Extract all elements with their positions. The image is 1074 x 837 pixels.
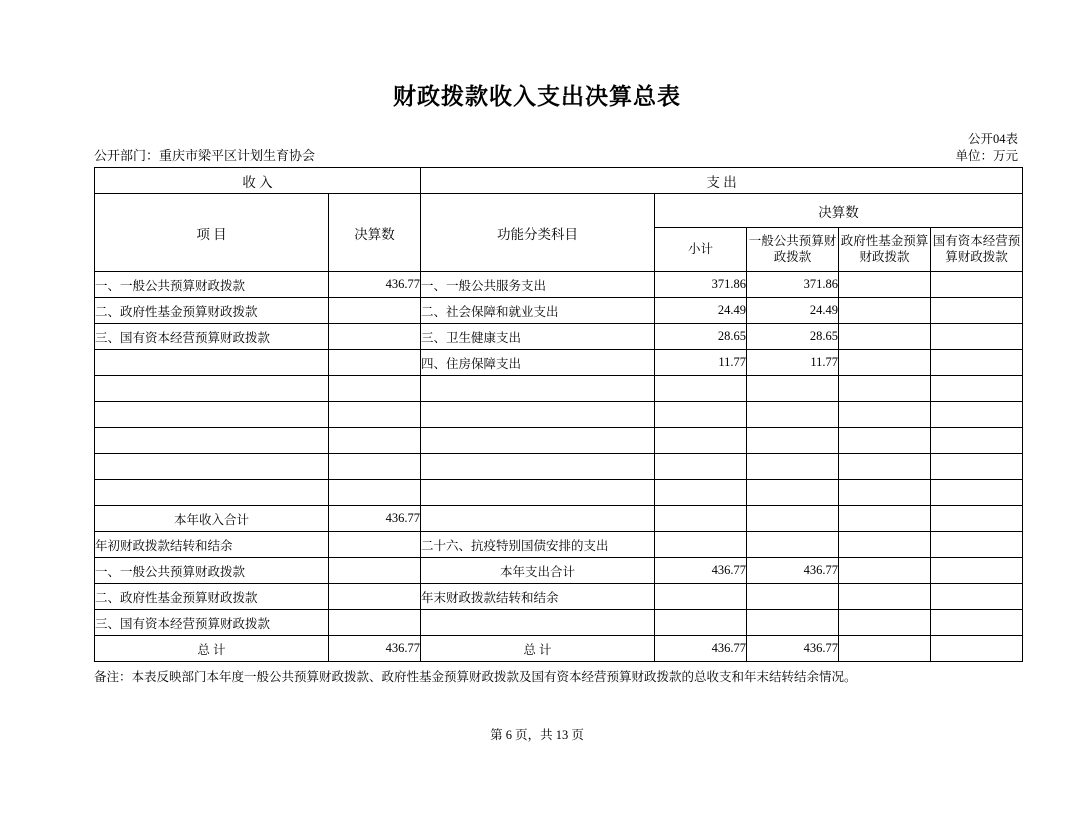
cell-general-public	[747, 428, 839, 454]
cell-income-item	[95, 480, 329, 506]
cell-gov-fund	[839, 558, 931, 584]
cell-expense-item: 二十六、抗疫特别国债安排的支出	[421, 532, 655, 558]
cell-gov-fund	[839, 636, 931, 662]
cell-income-item: 二、政府性基金预算财政拨款	[95, 298, 329, 324]
cell-subtotal	[655, 584, 747, 610]
col-header-item: 项 目	[95, 194, 329, 272]
cell-subtotal: 24.49	[655, 298, 747, 324]
col-header-gov-fund: 政府性基金预算财政拨款	[839, 228, 931, 272]
cell-income-value	[329, 532, 421, 558]
cell-state-capital	[931, 454, 1023, 480]
page-footer: 第 6 页，共 13 页	[490, 727, 584, 742]
cell-expense-item	[421, 506, 655, 532]
cell-state-capital	[931, 480, 1023, 506]
cell-income-item: 总 计	[95, 636, 329, 662]
table-row	[95, 636, 1023, 662]
cell-general-public	[747, 454, 839, 480]
cell-general-public: 436.77	[747, 558, 839, 584]
cell-subtotal	[655, 480, 747, 506]
cell-income-value	[329, 610, 421, 636]
table-row	[95, 454, 1023, 480]
cell-gov-fund	[839, 376, 931, 402]
table-row	[95, 324, 1023, 350]
group-header-expense: 支 出	[421, 168, 1023, 194]
cell-subtotal	[655, 454, 747, 480]
cell-gov-fund	[839, 350, 931, 376]
cell-income-value	[329, 480, 421, 506]
cell-income-item	[95, 428, 329, 454]
col-header-subtotal: 小计	[655, 228, 747, 272]
cell-income-item	[95, 402, 329, 428]
cell-subtotal: 436.77	[655, 636, 747, 662]
cell-gov-fund	[839, 298, 931, 324]
cell-income-item: 三、国有资本经营预算财政拨款	[95, 324, 329, 350]
cell-general-public	[747, 480, 839, 506]
cell-general-public: 11.77	[747, 350, 839, 376]
cell-state-capital	[931, 584, 1023, 610]
cell-state-capital	[931, 376, 1023, 402]
cell-subtotal: 11.77	[655, 350, 747, 376]
cell-state-capital	[931, 350, 1023, 376]
group-header-income: 收 入	[95, 168, 421, 194]
cell-state-capital	[931, 636, 1023, 662]
form-code: 公开04表	[967, 132, 1018, 146]
col-header-expense-final: 决算数	[655, 194, 1023, 228]
cell-expense-item	[421, 428, 655, 454]
cell-expense-item: 二、社会保障和就业支出	[421, 298, 655, 324]
cell-gov-fund	[839, 402, 931, 428]
cell-income-value	[329, 584, 421, 610]
cell-gov-fund	[839, 324, 931, 350]
cell-gov-fund	[839, 480, 931, 506]
cell-income-item	[95, 350, 329, 376]
cell-general-public	[747, 532, 839, 558]
cell-gov-fund	[839, 272, 931, 298]
table-group-header-row	[95, 168, 1023, 194]
cell-state-capital	[931, 506, 1023, 532]
cell-subtotal: 436.77	[655, 558, 747, 584]
cell-gov-fund	[839, 454, 931, 480]
cell-income-value	[329, 558, 421, 584]
table-subheader-row-1	[95, 194, 1023, 228]
cell-income-value	[329, 298, 421, 324]
cell-gov-fund	[839, 428, 931, 454]
cell-expense-item: 四、住房保障支出	[421, 350, 655, 376]
table-note: 备注：本表反映部门本年度一般公共预算财政拨款、政府性基金预算财政拨款及国有资本经营预算财政拨款的总收支和年末结转结余情况。	[94, 670, 857, 684]
cell-expense-item: 年末财政拨款结转和结余	[421, 584, 655, 610]
cell-general-public	[747, 376, 839, 402]
cell-general-public	[747, 506, 839, 532]
cell-general-public: 28.65	[747, 324, 839, 350]
table-row	[95, 402, 1023, 428]
unit-label: 单位：万元	[955, 148, 1018, 163]
col-header-function-subject: 功能分类科目	[421, 194, 655, 272]
cell-expense-item	[421, 402, 655, 428]
table-row	[95, 350, 1023, 376]
document-meta	[0, 133, 1074, 167]
table-row	[95, 298, 1023, 324]
cell-subtotal	[655, 402, 747, 428]
cell-general-public: 371.86	[747, 272, 839, 298]
table-row	[95, 558, 1023, 584]
cell-income-value	[329, 428, 421, 454]
cell-income-item: 本年收入合计	[95, 506, 329, 532]
form-meta	[955, 131, 1018, 165]
cell-income-item: 二、政府性基金预算财政拨款	[95, 584, 329, 610]
table-row	[95, 532, 1023, 558]
cell-subtotal	[655, 610, 747, 636]
cell-general-public: 436.77	[747, 636, 839, 662]
cell-expense-item	[421, 480, 655, 506]
cell-gov-fund	[839, 532, 931, 558]
cell-subtotal	[655, 428, 747, 454]
cell-state-capital	[931, 324, 1023, 350]
cell-state-capital	[931, 428, 1023, 454]
cell-expense-item: 总 计	[421, 636, 655, 662]
cell-expense-item	[421, 454, 655, 480]
cell-income-item: 三、国有资本经营预算财政拨款	[95, 610, 329, 636]
cell-income-item	[95, 376, 329, 402]
table-row	[95, 584, 1023, 610]
cell-gov-fund	[839, 610, 931, 636]
cell-income-value: 436.77	[329, 272, 421, 298]
table-row	[95, 428, 1023, 454]
cell-income-item: 一、一般公共预算财政拨款	[95, 272, 329, 298]
cell-income-item: 一、一般公共预算财政拨款	[95, 558, 329, 584]
cell-income-value	[329, 350, 421, 376]
cell-income-value	[329, 324, 421, 350]
budget-table	[94, 167, 1023, 662]
cell-income-value	[329, 402, 421, 428]
cell-income-item	[95, 454, 329, 480]
table-row	[95, 610, 1023, 636]
cell-state-capital	[931, 298, 1023, 324]
cell-income-item: 年初财政拨款结转和结余	[95, 532, 329, 558]
table-row	[95, 480, 1023, 506]
cell-subtotal	[655, 532, 747, 558]
cell-income-value	[329, 376, 421, 402]
cell-subtotal	[655, 506, 747, 532]
cell-state-capital	[931, 558, 1023, 584]
cell-expense-item	[421, 376, 655, 402]
table-row	[95, 272, 1023, 298]
cell-subtotal	[655, 376, 747, 402]
cell-general-public: 24.49	[747, 298, 839, 324]
col-header-state-capital: 国有资本经营预算财政拨款	[931, 228, 1023, 272]
cell-state-capital	[931, 610, 1023, 636]
cell-subtotal: 28.65	[655, 324, 747, 350]
document-page	[0, 78, 1074, 837]
cell-expense-item: 三、卫生健康支出	[421, 324, 655, 350]
cell-general-public	[747, 610, 839, 636]
cell-state-capital	[931, 532, 1023, 558]
table-row	[95, 376, 1023, 402]
cell-state-capital	[931, 272, 1023, 298]
col-header-income-final: 决算数	[329, 194, 421, 272]
cell-expense-item: 本年支出合计	[421, 558, 655, 584]
cell-expense-item: 一、一般公共服务支出	[421, 272, 655, 298]
cell-general-public	[747, 584, 839, 610]
cell-expense-item	[421, 610, 655, 636]
cell-subtotal: 371.86	[655, 272, 747, 298]
cell-income-value	[329, 454, 421, 480]
cell-gov-fund	[839, 584, 931, 610]
cell-general-public	[747, 402, 839, 428]
cell-income-value: 436.77	[329, 506, 421, 532]
page-title: 财政拨款收入支出决算总表	[393, 84, 681, 109]
cell-state-capital	[931, 402, 1023, 428]
col-header-general-public: 一般公共预算财政拨款	[747, 228, 839, 272]
cell-gov-fund	[839, 506, 931, 532]
department-label: 公开部门：重庆市梁平区计划生育协会	[94, 148, 316, 163]
cell-income-value: 436.77	[329, 636, 421, 662]
table-row	[95, 506, 1023, 532]
